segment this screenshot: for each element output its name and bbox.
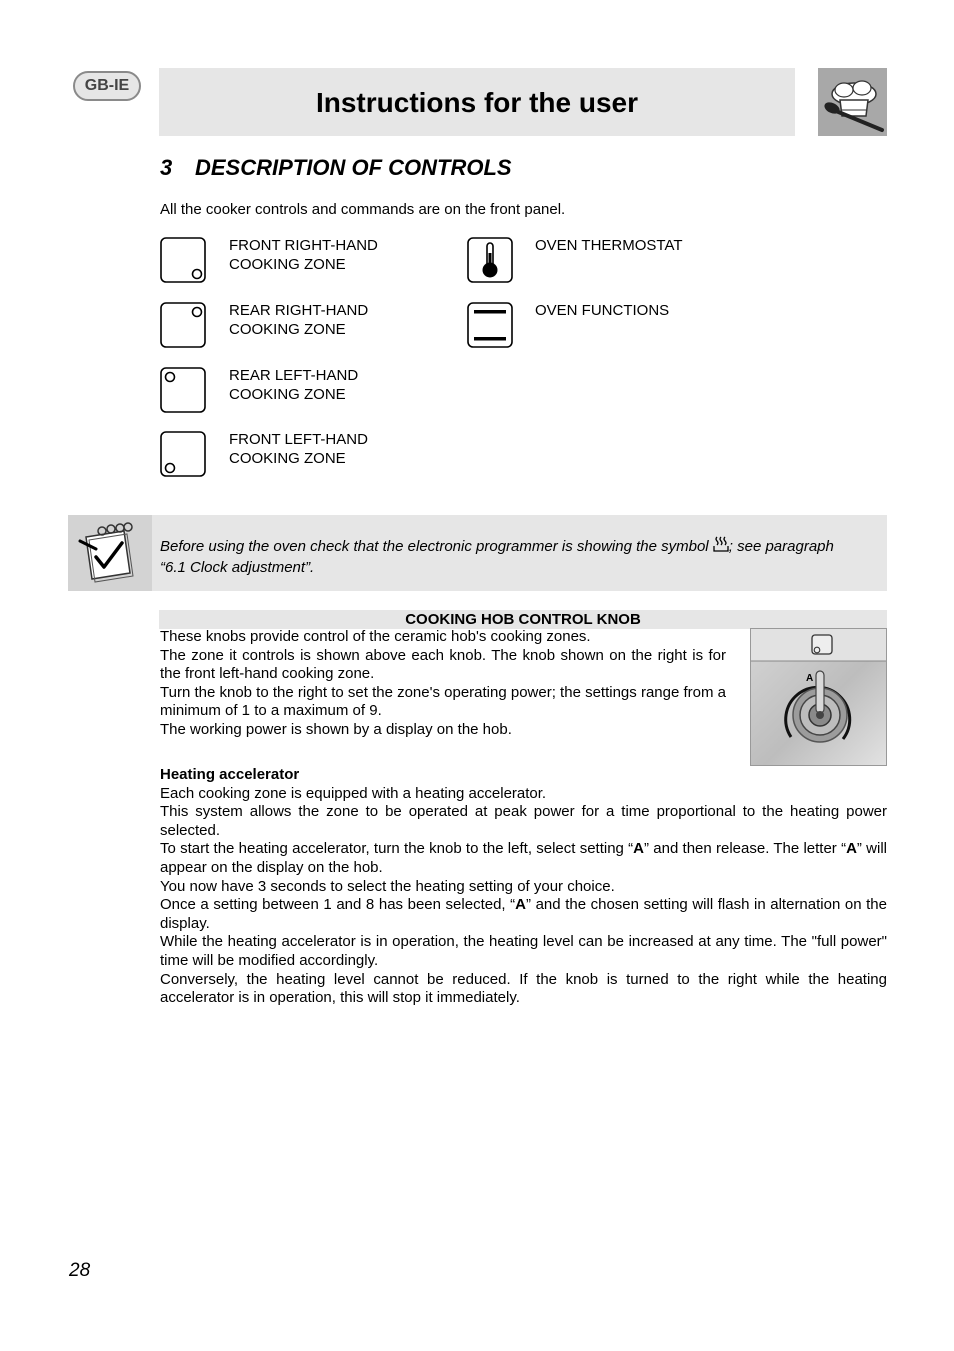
- thermometer-icon: [467, 237, 513, 283]
- cooking-symbol-icon: [713, 535, 729, 559]
- section-heading: [160, 154, 512, 182]
- heating-accelerator-heading: Heating accelerator: [160, 766, 300, 783]
- knob-description: These knobs provide control of the ceramic hob's cooking zones. The zone it controls is shown above each knob. The knob shown on the right is for the front left-hand cooking zone. Turn the knob to the right to set the zone's operating power; the settings range from a minimum of 1 to a maximum of 9. The working power is shown by a display on the hob.: [160, 628, 726, 738]
- chef-hat-spoon-icon: [818, 68, 887, 136]
- oven-functions-icon: [467, 302, 513, 348]
- control-label-rear-left: REAR LEFT-HAND COOKING ZONE: [229, 367, 359, 403]
- note-pad-icon: [68, 515, 152, 591]
- page-number: 28: [69, 1260, 91, 1281]
- page-title: Instructions for the user: [315, 87, 639, 118]
- language-badge: GB-IE: [73, 71, 141, 101]
- control-label-front-right: FRONT RIGHT-HAND COOKING ZONE: [229, 237, 378, 273]
- control-label-oven-functions: OVEN FUNCTIONS: [535, 302, 670, 319]
- section-intro: All the cooker controls and commands are on the front panel.: [160, 201, 566, 218]
- section-number: 3: [160, 155, 173, 180]
- heating-accelerator-section: Heating accelerator Each cooking zone is equipped with a heating accelerator. This system allows the zone to be operated at peak power for a time proportional to the heating power selected. To start the heating accelerator, turn the knob to the left, select setting “A” and then release. The letter “A” will appear on the display on the hob. You now have 3 seconds to select the heating setting of your choice. Once a setting between 1 and 8 has been selected, “A” and the chosen setting will flash in alternation on the display. While the heating accelerator is in operation, the heating level can be increased at any time. The "full power" time will be modified accordingly. Conversely, the heating level cannot be reduced. If the knob is turned to the right while the heating accelerator is in operation, this will stop it immediately.: [160, 766, 887, 1007]
- control-knob-illustration: [750, 628, 887, 766]
- control-label-rear-right: REAR RIGHT-HAND COOKING ZONE: [229, 302, 369, 338]
- rear-left-zone-icon: [160, 367, 206, 413]
- knob-letter-label: A: [806, 673, 814, 684]
- front-right-zone-icon: [160, 237, 206, 283]
- front-left-zone-icon: [160, 431, 206, 477]
- subsection-heading: COOKING HOB CONTROL KNOB: [405, 611, 641, 628]
- control-label-front-left: FRONT LEFT-HAND COOKING ZONE: [229, 431, 368, 467]
- note-text: Before using the oven check that the electronic programmer is showing the symbol ; see paragraph “6.1 Clock adjustment”.: [160, 535, 890, 577]
- rear-right-zone-icon: [160, 302, 206, 348]
- section-title: DESCRIPTION OF CONTROLS: [195, 155, 512, 180]
- control-label-thermostat: OVEN THERMOSTAT: [535, 237, 683, 254]
